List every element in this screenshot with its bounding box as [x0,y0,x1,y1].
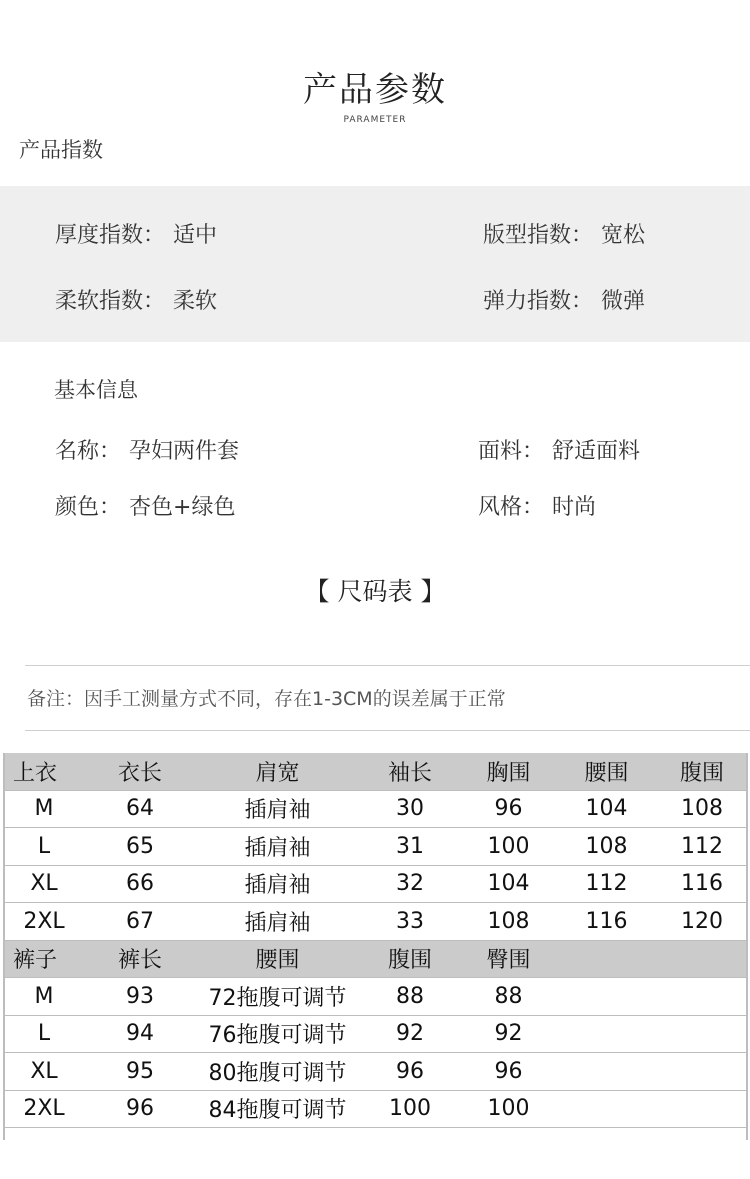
table-cell: 100 [460,828,557,866]
fabric-value: 舒适面料 [552,439,641,464]
table-cell [557,978,656,1016]
table-row [3,828,748,866]
table-row [3,903,748,941]
table-cell: XL [3,865,85,903]
table-cell: 32 [360,865,460,903]
table-cell: 112 [557,865,656,903]
thickness-index-value: 适中 [173,223,218,248]
table-header-cell: 裤子 [3,940,85,978]
table-left-border [3,753,5,1140]
table-cell: 96 [85,1090,195,1128]
measurement-note: 备注：因手工测量方式不同，存在1-3CM的误差属于正常 [27,688,506,710]
indices-panel [0,186,750,342]
softness-index-key: 柔软指数： [55,289,166,314]
table-cell: 96 [460,1053,557,1091]
style-key: 风格： [478,495,545,520]
table-cell: 96 [360,1053,460,1091]
table-cell: 93 [85,978,195,1016]
indices-section-label: 产品指数 [19,138,103,162]
fit-index-value: 宽松 [601,223,646,248]
table-cell: 64 [85,790,195,828]
table-cell: 88 [460,978,557,1016]
table-cell: 92 [360,1015,460,1053]
table-row [3,978,748,1016]
table-cell: XL [3,1053,85,1091]
table-header-cell: 腰围 [195,940,360,978]
table-cell: 80拖腹可调节 [195,1053,360,1091]
table-cell: 2XL [3,1090,85,1128]
table-cell: 插肩袖 [195,865,360,903]
table-header-cell: 腹围 [360,940,460,978]
table-cell: 94 [85,1015,195,1053]
fit-index-key: 版型指数： [483,223,594,248]
size-table [3,753,748,1128]
table-cell: 2XL [3,903,85,941]
elasticity-index-value: 微弹 [601,289,646,314]
table-header-cell [557,940,656,978]
table-row [3,1090,748,1128]
page-subtitle: PARAMETER [343,115,407,125]
table-cell [557,1090,656,1128]
color-value: 杏色+绿色 [129,495,236,520]
table-cell: 插肩袖 [195,828,360,866]
table-cell: 76拖腹可调节 [195,1015,360,1053]
product-name [55,434,239,465]
table-cell: 116 [557,903,656,941]
table-cell: 31 [360,828,460,866]
table-cell: 33 [360,903,460,941]
table-cell [557,1015,656,1053]
table-right-border [746,753,748,1140]
table-cell: L [3,1015,85,1053]
table-cell: 120 [656,903,748,941]
table-cell: L [3,828,85,866]
style [478,490,596,521]
table-cell: 100 [360,1090,460,1128]
basic-info-section-label: 基本信息 [54,378,138,402]
table-cell: 66 [85,865,195,903]
table-cell: 108 [656,790,748,828]
table-cell: 67 [85,903,195,941]
thickness-index [55,218,217,249]
size-chart-title: 【 尺码表 】 [304,577,446,606]
table-cell [656,1015,748,1053]
table-cell: 95 [85,1053,195,1091]
note-bottom-divider [25,730,750,731]
table-cell: 30 [360,790,460,828]
table-header-cell: 肩宽 [195,753,360,790]
thickness-index-key: 厚度指数： [55,223,166,248]
table-cell: 92 [460,1015,557,1053]
table-header-cell: 腰围 [557,753,656,790]
table-cell [656,1090,748,1128]
table-cell: 72拖腹可调节 [195,978,360,1016]
style-value: 时尚 [552,495,597,520]
table-header-cell: 衣长 [85,753,195,790]
color [55,490,235,521]
fit-index [483,218,645,249]
table-cell: 108 [557,828,656,866]
fabric-key: 面料： [478,439,545,464]
table-row [3,1015,748,1053]
table-cell [656,1053,748,1091]
table-row [3,1053,748,1091]
color-key: 颜色： [55,495,122,520]
top-header-row [3,753,748,790]
table-row [3,865,748,903]
table-header-cell: 上衣 [3,753,85,790]
table-cell: 108 [460,903,557,941]
table-cell: 96 [460,790,557,828]
table-cell: 65 [85,828,195,866]
softness-index-value: 柔软 [173,289,218,314]
table-cell: 100 [460,1090,557,1128]
table-cell: 104 [460,865,557,903]
table-cell [656,978,748,1016]
table-cell: 插肩袖 [195,790,360,828]
table-cell [557,1053,656,1091]
table-cell: 84拖腹可调节 [195,1090,360,1128]
elasticity-index [483,284,645,315]
table-cell: 88 [360,978,460,1016]
table-cell: 104 [557,790,656,828]
page-title: 产品参数 [303,70,447,110]
table-header-cell [656,940,748,978]
fabric [478,434,640,465]
product-name-value: 孕妇两件套 [129,439,240,464]
table-header-cell: 裤长 [85,940,195,978]
table-header-cell: 袖长 [360,753,460,790]
table-header-cell: 臀围 [460,940,557,978]
table-row [3,790,748,828]
table-cell: 112 [656,828,748,866]
table-header-cell: 胸围 [460,753,557,790]
table-cell: 插肩袖 [195,903,360,941]
table-cell: 116 [656,865,748,903]
table-cell: M [3,978,85,1016]
elasticity-index-key: 弹力指数： [483,289,594,314]
note-top-divider [25,665,750,666]
softness-index [55,284,217,315]
product-name-key: 名称： [55,439,122,464]
pants-header-row [3,940,748,978]
table-header-cell: 腹围 [656,753,748,790]
table-cell: M [3,790,85,828]
